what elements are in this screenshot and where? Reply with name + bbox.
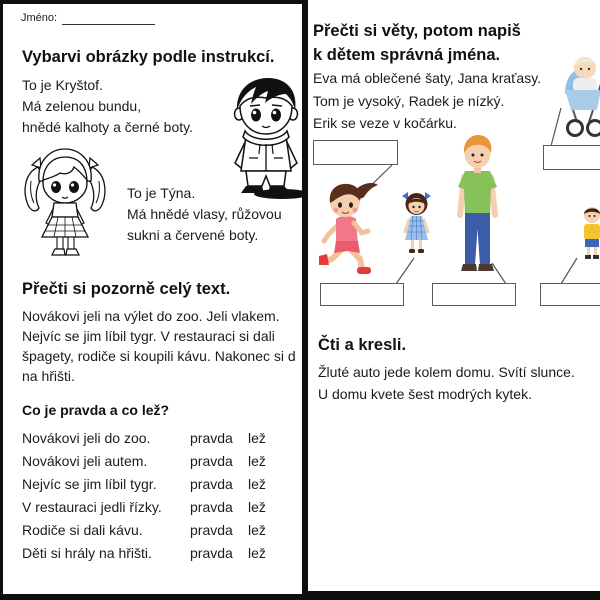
names-heading-line: k dětem správná jména. (313, 46, 501, 64)
paragraph-line: na hřišti. (22, 368, 75, 384)
reading-paragraph (22, 306, 296, 386)
kristof-line: To je Kryštof. (22, 77, 103, 93)
reading-heading: Přečti si pozorně celý text. (22, 280, 231, 298)
quiz-option-true: pravda (190, 476, 233, 492)
name-label: Jméno: (21, 12, 58, 24)
tyna-line: sukni a červené boty. (127, 227, 259, 243)
quiz-option-true: pravda (190, 545, 233, 561)
tyna-line: Má hnědé vlasy, růžovou (127, 206, 282, 222)
tall-boy-illustration (455, 133, 500, 273)
quiz-option-true: pravda (190, 430, 233, 446)
quiz-row (22, 542, 292, 565)
quiz-statement: Novákovi jeli autem. (22, 453, 148, 469)
quiz-option-false: lež (248, 430, 266, 446)
quiz-statement: Nejvíc se jim líbil tygr. (22, 476, 157, 492)
small-boy-illustration (580, 205, 600, 261)
quiz-option-false: lež (248, 476, 266, 492)
running-girl-illustration (318, 175, 382, 275)
draw-instruction-line: Žluté auto jede kolem domu. Svítí slunce. (318, 364, 575, 380)
name-answer-box (543, 145, 600, 170)
coloring-heading: Vybarvi obrázky podle instrukcí. (22, 48, 275, 66)
quiz-statement: Novákovi jeli do zoo. (22, 430, 151, 446)
name-write-line (62, 24, 155, 25)
names-sentence: Eva má oblečené šaty, Jana kraťasy. (313, 70, 542, 86)
kristof-line: hnědé kalhoty a černé boty. (22, 119, 193, 135)
name-answer-box (432, 283, 516, 306)
quiz-option-false: lež (248, 453, 266, 469)
quiz-row (22, 450, 292, 473)
tyna-line: To je Týna. (127, 185, 196, 201)
paragraph-line: špagety, rodiče si koupili kávu. Nakonec si d (22, 348, 296, 364)
quiz-option-true: pravda (190, 522, 233, 538)
draw-instructions (318, 361, 575, 405)
quiz-statement: Děti si hrály na hřišti. (22, 545, 152, 561)
tyna-description (127, 183, 282, 246)
quiz-row (22, 427, 292, 450)
paragraph-line: Novákovi jeli na výlet do zoo. Jeli vlakem. (22, 308, 280, 324)
quiz-row (22, 473, 292, 496)
name-answer-box (313, 140, 398, 165)
small-girl-illustration (400, 190, 433, 257)
tyna-coloring-illustration (22, 145, 108, 258)
quiz-statement: Rodiče si dali kávu. (22, 522, 143, 538)
kristof-coloring-illustration (222, 72, 302, 200)
true-false-quiz (22, 427, 292, 565)
quiz-option-true: pravda (190, 499, 233, 515)
quiz-option-false: lež (248, 522, 266, 538)
quiz-statement: V restauraci jedli řízky. (22, 499, 162, 515)
worksheet-right-page (308, 0, 600, 591)
draw-heading: Čti a kresli. (318, 336, 407, 354)
quiz-option-true: pravda (190, 453, 233, 469)
quiz-row (22, 496, 292, 519)
baby-stroller-illustration (563, 52, 600, 138)
names-sentence: Erik se veze v kočárku. (313, 115, 457, 131)
kristof-description (22, 75, 193, 138)
paragraph-line: Nejvíc se jim líbil tygr. V restauraci si dali (22, 328, 275, 344)
draw-instruction-line: U domu kvete šest modrých kytek. (318, 386, 532, 402)
names-heading-line: Přečti si věty, potom napiš (313, 22, 521, 40)
names-sentence: Tom je vysoký, Radek je nízký. (313, 92, 505, 109)
kristof-line: Má zelenou bundu, (22, 98, 142, 114)
quiz-option-false: lež (248, 499, 266, 515)
quiz-row (22, 519, 292, 542)
quiz-heading: Co je pravda a co lež? (22, 402, 170, 418)
name-answer-box (320, 283, 404, 306)
worksheet-left-page (3, 4, 302, 594)
quiz-option-false: lež (248, 545, 266, 561)
name-answer-box (540, 283, 600, 306)
